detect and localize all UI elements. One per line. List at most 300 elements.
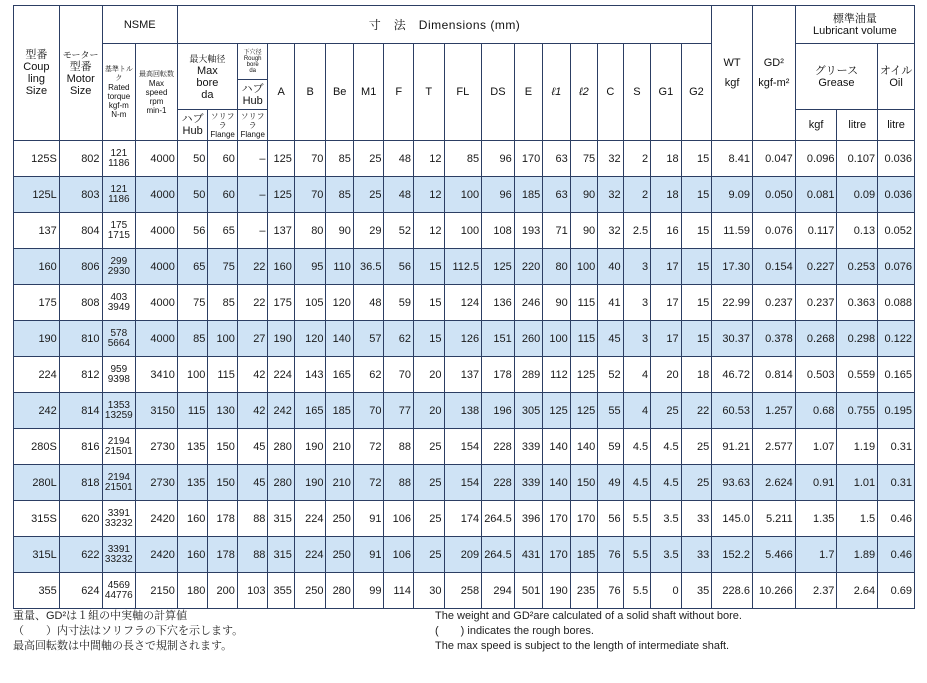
c-cell: 40 bbox=[598, 249, 623, 285]
motor-cell: 808 bbox=[59, 285, 102, 321]
wt-cell: 60.53 bbox=[712, 393, 753, 429]
dim-B-header: B bbox=[294, 44, 326, 141]
g2-cell: 25 bbox=[681, 429, 712, 465]
rough-cell: – bbox=[237, 177, 268, 213]
speed-cell: 3150 bbox=[136, 393, 178, 429]
speed-cell: 2150 bbox=[136, 573, 178, 609]
dim-T-header: T bbox=[413, 44, 444, 141]
g2-cell: 15 bbox=[681, 141, 712, 177]
g1-cell: 3.5 bbox=[651, 501, 682, 537]
a-cell: 315 bbox=[268, 537, 294, 573]
l1-cell: 140 bbox=[543, 429, 570, 465]
oil-cell: 0.31 bbox=[878, 465, 915, 501]
g1-cell: 0 bbox=[651, 573, 682, 609]
coupling-size-cell: 125S bbox=[14, 141, 60, 177]
glitre-cell: 1.19 bbox=[837, 429, 878, 465]
rated-torque-cell bbox=[102, 213, 136, 249]
a-cell: 125 bbox=[268, 177, 294, 213]
be-cell: 90 bbox=[326, 213, 353, 249]
f-cell: 77 bbox=[384, 393, 414, 429]
note-jp-1: 重量、GD²は１組の中実軸の計算値 bbox=[13, 610, 188, 622]
g2-cell: 15 bbox=[681, 285, 712, 321]
l2-cell: 90 bbox=[570, 177, 597, 213]
torque-nm: 44776 bbox=[104, 589, 133, 601]
dim-A-header: A bbox=[268, 44, 294, 141]
table-row bbox=[14, 249, 915, 285]
a-cell: 280 bbox=[268, 465, 294, 501]
oil-cell: 0.31 bbox=[878, 429, 915, 465]
hub-cell: 75 bbox=[177, 285, 208, 321]
rough-cell: 42 bbox=[237, 393, 268, 429]
b-cell: 190 bbox=[294, 429, 326, 465]
coupling-size-cell: 125L bbox=[14, 177, 60, 213]
t-cell: 20 bbox=[413, 357, 444, 393]
l2-cell: 115 bbox=[570, 321, 597, 357]
t-cell: 25 bbox=[413, 501, 444, 537]
c-cell: 76 bbox=[598, 537, 623, 573]
table-row bbox=[14, 537, 915, 573]
e-cell: 339 bbox=[514, 465, 543, 501]
table-row bbox=[14, 141, 915, 177]
gd2-cell: 0.047 bbox=[752, 141, 795, 177]
table-row bbox=[14, 321, 915, 357]
m1-cell: 29 bbox=[353, 213, 384, 249]
l2-cell: 125 bbox=[570, 393, 597, 429]
glitre-cell: 0.107 bbox=[837, 141, 878, 177]
f-cell: 106 bbox=[384, 537, 414, 573]
torque-nm: 1186 bbox=[108, 157, 130, 169]
g1-cell: 20 bbox=[651, 357, 682, 393]
c-cell: 41 bbox=[598, 285, 623, 321]
l2-cell: 115 bbox=[570, 285, 597, 321]
table-row bbox=[14, 285, 915, 321]
rough-cell: 27 bbox=[237, 321, 268, 357]
gd2-cell: 1.257 bbox=[752, 393, 795, 429]
ds-cell: 196 bbox=[482, 393, 515, 429]
f-cell: 88 bbox=[384, 465, 414, 501]
s-cell: 3 bbox=[623, 249, 650, 285]
motor-cell: 622 bbox=[59, 537, 102, 573]
fl-cell: 137 bbox=[444, 357, 482, 393]
torque-nm: 21501 bbox=[104, 481, 133, 493]
flange-cell: 130 bbox=[208, 393, 238, 429]
wt-cell: 91.21 bbox=[712, 429, 753, 465]
gkgf-cell: 1.35 bbox=[795, 501, 837, 537]
wt-cell: 9.09 bbox=[712, 177, 753, 213]
e-cell: 193 bbox=[514, 213, 543, 249]
l2-cell: 75 bbox=[570, 141, 597, 177]
e-cell: 170 bbox=[514, 141, 543, 177]
table-row bbox=[14, 177, 915, 213]
e-cell: 185 bbox=[514, 177, 543, 213]
l2-cell: 150 bbox=[570, 465, 597, 501]
be-cell: 185 bbox=[326, 393, 353, 429]
note-en-3: The max speed is subject to the length of intermediate shaft. bbox=[435, 640, 730, 652]
flange-cell: 178 bbox=[208, 537, 238, 573]
t-cell: 15 bbox=[413, 321, 444, 357]
flange-cell: 75 bbox=[208, 249, 238, 285]
e-cell: 396 bbox=[514, 501, 543, 537]
be-cell: 110 bbox=[326, 249, 353, 285]
c-cell: 59 bbox=[598, 429, 623, 465]
torque-nm: 21501 bbox=[104, 445, 133, 457]
torque-kgfm: 299 bbox=[110, 255, 128, 267]
oil-cell: 0.088 bbox=[878, 285, 915, 321]
s-cell: 2 bbox=[623, 141, 650, 177]
l2-cell: 170 bbox=[570, 501, 597, 537]
hub-cell: 180 bbox=[177, 573, 208, 609]
s-cell: 5.5 bbox=[623, 573, 650, 609]
gkgf-cell: 0.081 bbox=[795, 177, 837, 213]
gkgf-cell: 0.268 bbox=[795, 321, 837, 357]
dimensions-header: 寸 法 Dimensions (mm) bbox=[177, 6, 711, 44]
coupling-size-cell: 190 bbox=[14, 321, 60, 357]
ds-cell: 96 bbox=[482, 177, 515, 213]
t-cell: 25 bbox=[413, 465, 444, 501]
oil-cell: 0.69 bbox=[878, 573, 915, 609]
speed-cell: 4000 bbox=[136, 177, 178, 213]
g1-cell: 4.5 bbox=[651, 465, 682, 501]
m1-cell: 72 bbox=[353, 465, 384, 501]
gkgf-cell: 0.117 bbox=[795, 213, 837, 249]
c-cell: 32 bbox=[598, 177, 623, 213]
wt-header: WT kgf bbox=[712, 6, 753, 141]
l2-cell: 125 bbox=[570, 357, 597, 393]
gkgf-cell: 0.237 bbox=[795, 285, 837, 321]
a-cell: 175 bbox=[268, 285, 294, 321]
oil-cell: 0.036 bbox=[878, 141, 915, 177]
torque-nm: 1186 bbox=[108, 193, 130, 205]
lubricant-header: 標準油量 Lubricant volume bbox=[795, 6, 914, 44]
s-cell: 3 bbox=[623, 321, 650, 357]
g2-cell: 15 bbox=[681, 213, 712, 249]
g2-cell: 15 bbox=[681, 321, 712, 357]
table-row bbox=[14, 573, 915, 609]
fl-cell: 154 bbox=[444, 429, 482, 465]
l1-cell: 112 bbox=[543, 357, 570, 393]
note-jp-3: 最高回転数は中間軸の長さで規制されます。 bbox=[13, 640, 233, 652]
e-cell: 260 bbox=[514, 321, 543, 357]
l1-cell: 63 bbox=[543, 141, 570, 177]
s-cell: 5.5 bbox=[623, 501, 650, 537]
torque-kgfm: 578 bbox=[110, 327, 128, 339]
s-cell: 4 bbox=[623, 357, 650, 393]
t-cell: 12 bbox=[413, 177, 444, 213]
max-speed-header: 最高回転数 Max speed rpm min-1 bbox=[136, 44, 178, 141]
s-cell: 3 bbox=[623, 285, 650, 321]
be-cell: 210 bbox=[326, 465, 353, 501]
s-cell: 4.5 bbox=[623, 429, 650, 465]
rated-torque-cell bbox=[102, 573, 136, 609]
flange-cell: 150 bbox=[208, 465, 238, 501]
oil-cell: 0.46 bbox=[878, 501, 915, 537]
b-cell: 70 bbox=[294, 177, 326, 213]
c-cell: 76 bbox=[598, 573, 623, 609]
c-cell: 55 bbox=[598, 393, 623, 429]
hub-cell: 135 bbox=[177, 429, 208, 465]
f-cell: 52 bbox=[384, 213, 414, 249]
gd2-cell: 5.466 bbox=[752, 537, 795, 573]
torque-kgfm: 2194 bbox=[107, 471, 130, 483]
fl-cell: 209 bbox=[444, 537, 482, 573]
f-cell: 56 bbox=[384, 249, 414, 285]
a-cell: 137 bbox=[268, 213, 294, 249]
f-cell: 48 bbox=[384, 141, 414, 177]
glitre-cell: 0.559 bbox=[837, 357, 878, 393]
motor-cell: 816 bbox=[59, 429, 102, 465]
ds-cell: 228 bbox=[482, 429, 515, 465]
s-cell: 4.5 bbox=[623, 465, 650, 501]
coupling-size-cell: 315S bbox=[14, 501, 60, 537]
rated-torque-cell bbox=[102, 537, 136, 573]
g1-cell: 4.5 bbox=[651, 429, 682, 465]
speed-cell: 2420 bbox=[136, 501, 178, 537]
glitre-cell: 1.01 bbox=[837, 465, 878, 501]
wt-cell: 22.99 bbox=[712, 285, 753, 321]
coupling-size-cell: 175 bbox=[14, 285, 60, 321]
g1-cell: 25 bbox=[651, 393, 682, 429]
glitre-cell: 1.5 bbox=[837, 501, 878, 537]
oil-cell: 0.165 bbox=[878, 357, 915, 393]
e-cell: 220 bbox=[514, 249, 543, 285]
flange-cell: 150 bbox=[208, 429, 238, 465]
gd2-cell: 2.577 bbox=[752, 429, 795, 465]
table-row bbox=[14, 501, 915, 537]
dim-DS-header: DS bbox=[482, 44, 515, 141]
be-cell: 120 bbox=[326, 285, 353, 321]
a-cell: 355 bbox=[268, 573, 294, 609]
glitre-cell: 2.64 bbox=[837, 573, 878, 609]
motor-cell: 806 bbox=[59, 249, 102, 285]
rated-torque-header: 基準トルク Rated torque kgf-m N-m bbox=[102, 44, 136, 141]
g1-cell: 16 bbox=[651, 213, 682, 249]
hub-cell: 65 bbox=[177, 249, 208, 285]
b-cell: 224 bbox=[294, 501, 326, 537]
coupling-size-cell: 242 bbox=[14, 393, 60, 429]
g2-cell: 35 bbox=[681, 573, 712, 609]
e-cell: 339 bbox=[514, 429, 543, 465]
fl-cell: 124 bbox=[444, 285, 482, 321]
rough-cell: 103 bbox=[237, 573, 268, 609]
coupling-size-cell: 280L bbox=[14, 465, 60, 501]
speed-cell: 4000 bbox=[136, 285, 178, 321]
gd2-cell: 0.378 bbox=[752, 321, 795, 357]
b-cell: 80 bbox=[294, 213, 326, 249]
speed-cell: 4000 bbox=[136, 249, 178, 285]
c-cell: 32 bbox=[598, 213, 623, 249]
g1-cell: 18 bbox=[651, 141, 682, 177]
ds-cell: 136 bbox=[482, 285, 515, 321]
motor-cell: 814 bbox=[59, 393, 102, 429]
rated-torque-cell bbox=[102, 501, 136, 537]
grease-kgf-header: kgf bbox=[795, 110, 837, 141]
be-cell: 140 bbox=[326, 321, 353, 357]
m1-cell: 72 bbox=[353, 429, 384, 465]
fl-cell: 85 bbox=[444, 141, 482, 177]
rated-torque-cell bbox=[102, 321, 136, 357]
table-body bbox=[14, 141, 915, 609]
l1-cell: 140 bbox=[543, 465, 570, 501]
l1-cell: 63 bbox=[543, 177, 570, 213]
a-cell: 224 bbox=[268, 357, 294, 393]
torque-nm: 9398 bbox=[107, 373, 130, 385]
g1-cell: 17 bbox=[651, 285, 682, 321]
b-cell: 165 bbox=[294, 393, 326, 429]
be-cell: 165 bbox=[326, 357, 353, 393]
ds-cell: 264.5 bbox=[482, 537, 515, 573]
g2-cell: 15 bbox=[681, 177, 712, 213]
torque-nm: 5664 bbox=[107, 337, 130, 349]
table-row bbox=[14, 465, 915, 501]
hub-cell: 100 bbox=[177, 357, 208, 393]
c-cell: 49 bbox=[598, 465, 623, 501]
fl-cell: 112.5 bbox=[444, 249, 482, 285]
gd2-cell: 0.154 bbox=[752, 249, 795, 285]
s-cell: 2.5 bbox=[623, 213, 650, 249]
spec-table-wrapper bbox=[13, 5, 915, 609]
m1-cell: 48 bbox=[353, 285, 384, 321]
s-cell: 4 bbox=[623, 393, 650, 429]
ds-cell: 125 bbox=[482, 249, 515, 285]
f-cell: 70 bbox=[384, 357, 414, 393]
max-bore-header: 最大軸径 Max bore da bbox=[177, 44, 237, 110]
m1-cell: 70 bbox=[353, 393, 384, 429]
torque-nm: 3949 bbox=[107, 301, 130, 313]
e-cell: 431 bbox=[514, 537, 543, 573]
fl-cell: 100 bbox=[444, 213, 482, 249]
g2-cell: 15 bbox=[681, 249, 712, 285]
torque-kgfm: 175 bbox=[110, 219, 128, 231]
torque-nm: 13259 bbox=[104, 409, 133, 421]
m1-cell: 36.5 bbox=[353, 249, 384, 285]
e-cell: 289 bbox=[514, 357, 543, 393]
ds-cell: 178 bbox=[482, 357, 515, 393]
motor-cell: 620 bbox=[59, 501, 102, 537]
m1-cell: 99 bbox=[353, 573, 384, 609]
s-cell: 5.5 bbox=[623, 537, 650, 573]
t-cell: 15 bbox=[413, 249, 444, 285]
f-cell: 59 bbox=[384, 285, 414, 321]
wt-cell: 30.37 bbox=[712, 321, 753, 357]
rough-bore-header: 下穴径 Rough bore da bbox=[237, 44, 268, 80]
speed-cell: 4000 bbox=[136, 321, 178, 357]
c-cell: 32 bbox=[598, 141, 623, 177]
flange-cell: 178 bbox=[208, 501, 238, 537]
c-cell: 52 bbox=[598, 357, 623, 393]
torque-kgfm: 3391 bbox=[107, 507, 130, 519]
be-cell: 85 bbox=[326, 177, 353, 213]
wt-cell: 145.0 bbox=[712, 501, 753, 537]
rated-torque-cell bbox=[102, 249, 136, 285]
s-cell: 2 bbox=[623, 177, 650, 213]
be-cell: 250 bbox=[326, 501, 353, 537]
hub-cell: 135 bbox=[177, 465, 208, 501]
rough-hub-header: ハブ Hub bbox=[237, 80, 268, 110]
torque-nm: 2930 bbox=[107, 265, 130, 277]
speed-cell: 3410 bbox=[136, 357, 178, 393]
l1-cell: 100 bbox=[543, 321, 570, 357]
b-cell: 70 bbox=[294, 141, 326, 177]
flange-cell: 65 bbox=[208, 213, 238, 249]
dim-C-header: C bbox=[598, 44, 623, 141]
hub-cell: 50 bbox=[177, 141, 208, 177]
dim-FL-header: FL bbox=[444, 44, 482, 141]
glitre-cell: 0.363 bbox=[837, 285, 878, 321]
table-row bbox=[14, 213, 915, 249]
gd2-header: GD² kgf-m² bbox=[752, 6, 795, 141]
m1-cell: 91 bbox=[353, 501, 384, 537]
m1-cell: 25 bbox=[353, 177, 384, 213]
torque-kgfm: 121 bbox=[110, 147, 128, 159]
l2-cell: 185 bbox=[570, 537, 597, 573]
grease-header: グリース Grease bbox=[795, 44, 877, 110]
rated-torque-cell bbox=[102, 465, 136, 501]
dim-F-header: F bbox=[384, 44, 414, 141]
coupling-size-cell: 280S bbox=[14, 429, 60, 465]
gd2-cell: 0.076 bbox=[752, 213, 795, 249]
fl-cell: 258 bbox=[444, 573, 482, 609]
flange-cell: 200 bbox=[208, 573, 238, 609]
notes-english bbox=[435, 609, 742, 654]
glitre-cell: 0.755 bbox=[837, 393, 878, 429]
fl-cell: 138 bbox=[444, 393, 482, 429]
torque-nm: 1715 bbox=[107, 229, 130, 241]
motor-cell: 803 bbox=[59, 177, 102, 213]
torque-kgfm: 959 bbox=[110, 363, 128, 375]
hub-cell: 160 bbox=[177, 501, 208, 537]
l2-cell: 235 bbox=[570, 573, 597, 609]
b-cell: 250 bbox=[294, 573, 326, 609]
glitre-cell: 0.253 bbox=[837, 249, 878, 285]
motor-size-header: モーター 型番 Motor Size bbox=[59, 6, 102, 141]
g1-cell: 18 bbox=[651, 177, 682, 213]
ds-cell: 151 bbox=[482, 321, 515, 357]
motor-cell: 818 bbox=[59, 465, 102, 501]
m1-cell: 25 bbox=[353, 141, 384, 177]
gd2-cell: 10.266 bbox=[752, 573, 795, 609]
a-cell: 315 bbox=[268, 501, 294, 537]
be-cell: 250 bbox=[326, 537, 353, 573]
t-cell: 15 bbox=[413, 285, 444, 321]
gkgf-cell: 1.7 bbox=[795, 537, 837, 573]
wt-cell: 11.59 bbox=[712, 213, 753, 249]
wt-cell: 8.41 bbox=[712, 141, 753, 177]
fl-cell: 174 bbox=[444, 501, 482, 537]
ds-cell: 264.5 bbox=[482, 501, 515, 537]
fl-cell: 126 bbox=[444, 321, 482, 357]
oil-cell: 0.036 bbox=[878, 177, 915, 213]
rough-cell: – bbox=[237, 141, 268, 177]
note-en-2: ( ) indicates the rough bores. bbox=[435, 625, 594, 637]
dim-l1-header: ℓ1 bbox=[543, 44, 570, 141]
gd2-cell: 5.211 bbox=[752, 501, 795, 537]
l2-cell: 90 bbox=[570, 213, 597, 249]
g1-cell: 17 bbox=[651, 249, 682, 285]
table-row bbox=[14, 393, 915, 429]
rough-cell: 22 bbox=[237, 285, 268, 321]
glitre-cell: 1.89 bbox=[837, 537, 878, 573]
g2-cell: 33 bbox=[681, 537, 712, 573]
hub-cell: 50 bbox=[177, 177, 208, 213]
dim-G2-header: G2 bbox=[681, 44, 712, 141]
oil-cell: 0.46 bbox=[878, 537, 915, 573]
m1-cell: 62 bbox=[353, 357, 384, 393]
f-cell: 62 bbox=[384, 321, 414, 357]
fl-cell: 154 bbox=[444, 465, 482, 501]
motor-cell: 802 bbox=[59, 141, 102, 177]
bore-hub-header: ハブ Hub bbox=[177, 110, 208, 141]
torque-kgfm: 121 bbox=[110, 183, 128, 195]
